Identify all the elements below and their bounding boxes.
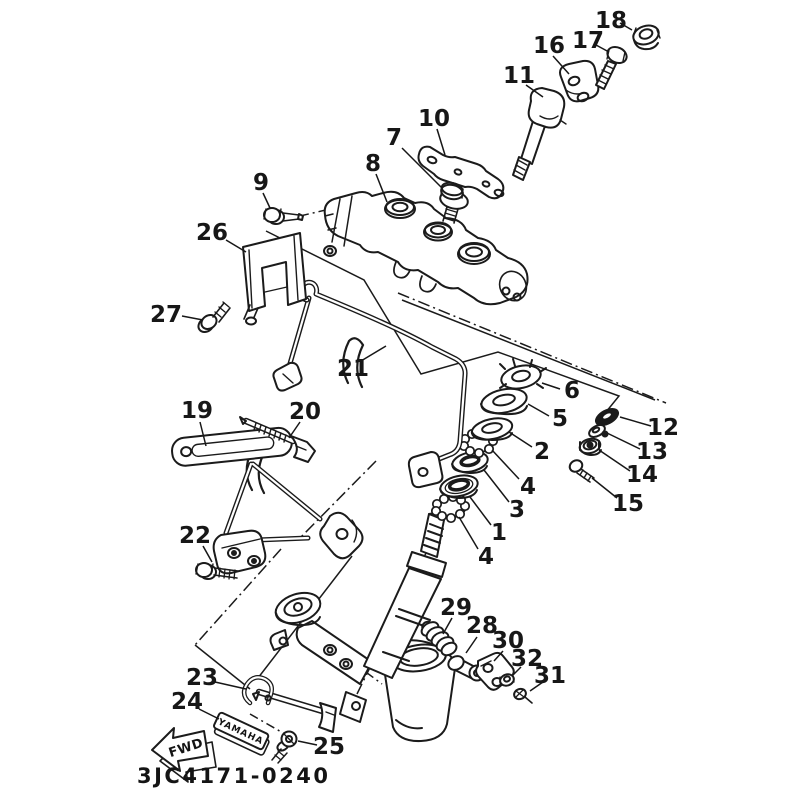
callout-number-28: 28 (465, 613, 499, 639)
callout-18 (595, 8, 632, 34)
callout-number-21: 21 (336, 356, 370, 382)
callout-6 (542, 378, 580, 404)
callout-number-31: 31 (533, 663, 567, 689)
emblem-text: YAMAHA (216, 717, 265, 748)
part-8-handle-crown (324, 192, 531, 305)
callout-number-7: 7 (385, 125, 403, 151)
callout-number-32: 32 (510, 646, 544, 672)
callout-25 (298, 734, 345, 760)
callout-number-12: 12 (646, 415, 680, 441)
callout-16 (533, 33, 569, 74)
callout-number-23: 23 (185, 665, 219, 691)
callout-leader-1 (470, 497, 491, 525)
part-27-bolt (196, 302, 230, 335)
part-2-washer (470, 415, 514, 443)
part-26-bracket (243, 233, 306, 325)
callout-26 (196, 220, 246, 252)
callout-5 (528, 404, 568, 432)
callout-number-22: 22 (178, 523, 212, 549)
callout-leader-27 (182, 316, 203, 320)
callout-12 (620, 415, 679, 441)
part-24-emblem (211, 712, 272, 756)
part-5-ring-nut (479, 385, 529, 417)
callout-20 (289, 399, 321, 438)
callout-number-15: 15 (611, 491, 645, 517)
callout-32 (511, 646, 543, 676)
part-14-nut (578, 437, 602, 456)
callout-number-4: 4 (519, 474, 537, 500)
part-18-cap-nut (631, 22, 661, 49)
callout-leader-5 (528, 404, 549, 416)
callout-number-20: 20 (288, 399, 322, 425)
callout-number-18: 18 (594, 8, 628, 34)
callout-number-29: 29 (439, 595, 473, 621)
callout-leader-2 (509, 432, 532, 447)
callout-number-16: 16 (532, 33, 566, 59)
callout-number-8: 8 (364, 151, 382, 177)
callout-number-9: 9 (252, 170, 270, 196)
callout-number-24: 24 (170, 689, 204, 715)
callout-number-5: 5 (551, 406, 569, 432)
callout-number-26: 26 (195, 220, 229, 246)
callout-24 (171, 689, 219, 719)
callout-number-27: 27 (149, 302, 183, 328)
callout-2 (509, 432, 550, 465)
callout-9 (253, 170, 270, 208)
callout-leader-6 (542, 383, 560, 389)
part-9-bolt (264, 208, 303, 224)
callout-leader-4 (459, 517, 478, 549)
callout-number-3: 3 (508, 497, 526, 523)
part-under-bracket (271, 588, 456, 741)
callout-number-4: 4 (477, 544, 495, 570)
callout-number-6: 6 (563, 378, 581, 404)
part-23-clip (244, 677, 336, 732)
callout-number-11: 11 (502, 63, 536, 89)
callout-number-30: 30 (491, 628, 525, 654)
part-code: 3JC4171-0240 (137, 764, 331, 788)
callout-leader-28 (466, 637, 477, 653)
part-15-bolt (568, 458, 594, 482)
callout-number-10: 10 (417, 106, 451, 132)
callout-1 (470, 497, 507, 546)
part-6-lock-washer (499, 359, 546, 392)
callout-27 (150, 302, 203, 328)
callout-22 (179, 523, 212, 562)
callout-11 (503, 63, 543, 97)
part-31-screw (513, 687, 532, 703)
fwd-label: FWD (166, 735, 206, 762)
callout-4 (459, 517, 494, 570)
callout-number-17: 17 (571, 28, 605, 54)
callout-4 (492, 450, 536, 500)
callout-leader-4 (492, 450, 519, 479)
part-11-holder-stem (513, 88, 566, 180)
callout-number-25: 25 (312, 734, 346, 760)
callout-number-2: 2 (533, 439, 551, 465)
callout-number-14: 14 (625, 462, 659, 488)
callout-number-13: 13 (635, 439, 669, 465)
callout-number-1: 1 (490, 520, 508, 546)
part-16-holder-upper (560, 61, 598, 103)
part-1-bearing-race-lower (438, 472, 479, 499)
part-25-screw (272, 732, 297, 764)
callout-number-19: 19 (180, 398, 214, 424)
callout-leader-3 (484, 470, 509, 502)
callout-leader-23 (215, 682, 246, 689)
